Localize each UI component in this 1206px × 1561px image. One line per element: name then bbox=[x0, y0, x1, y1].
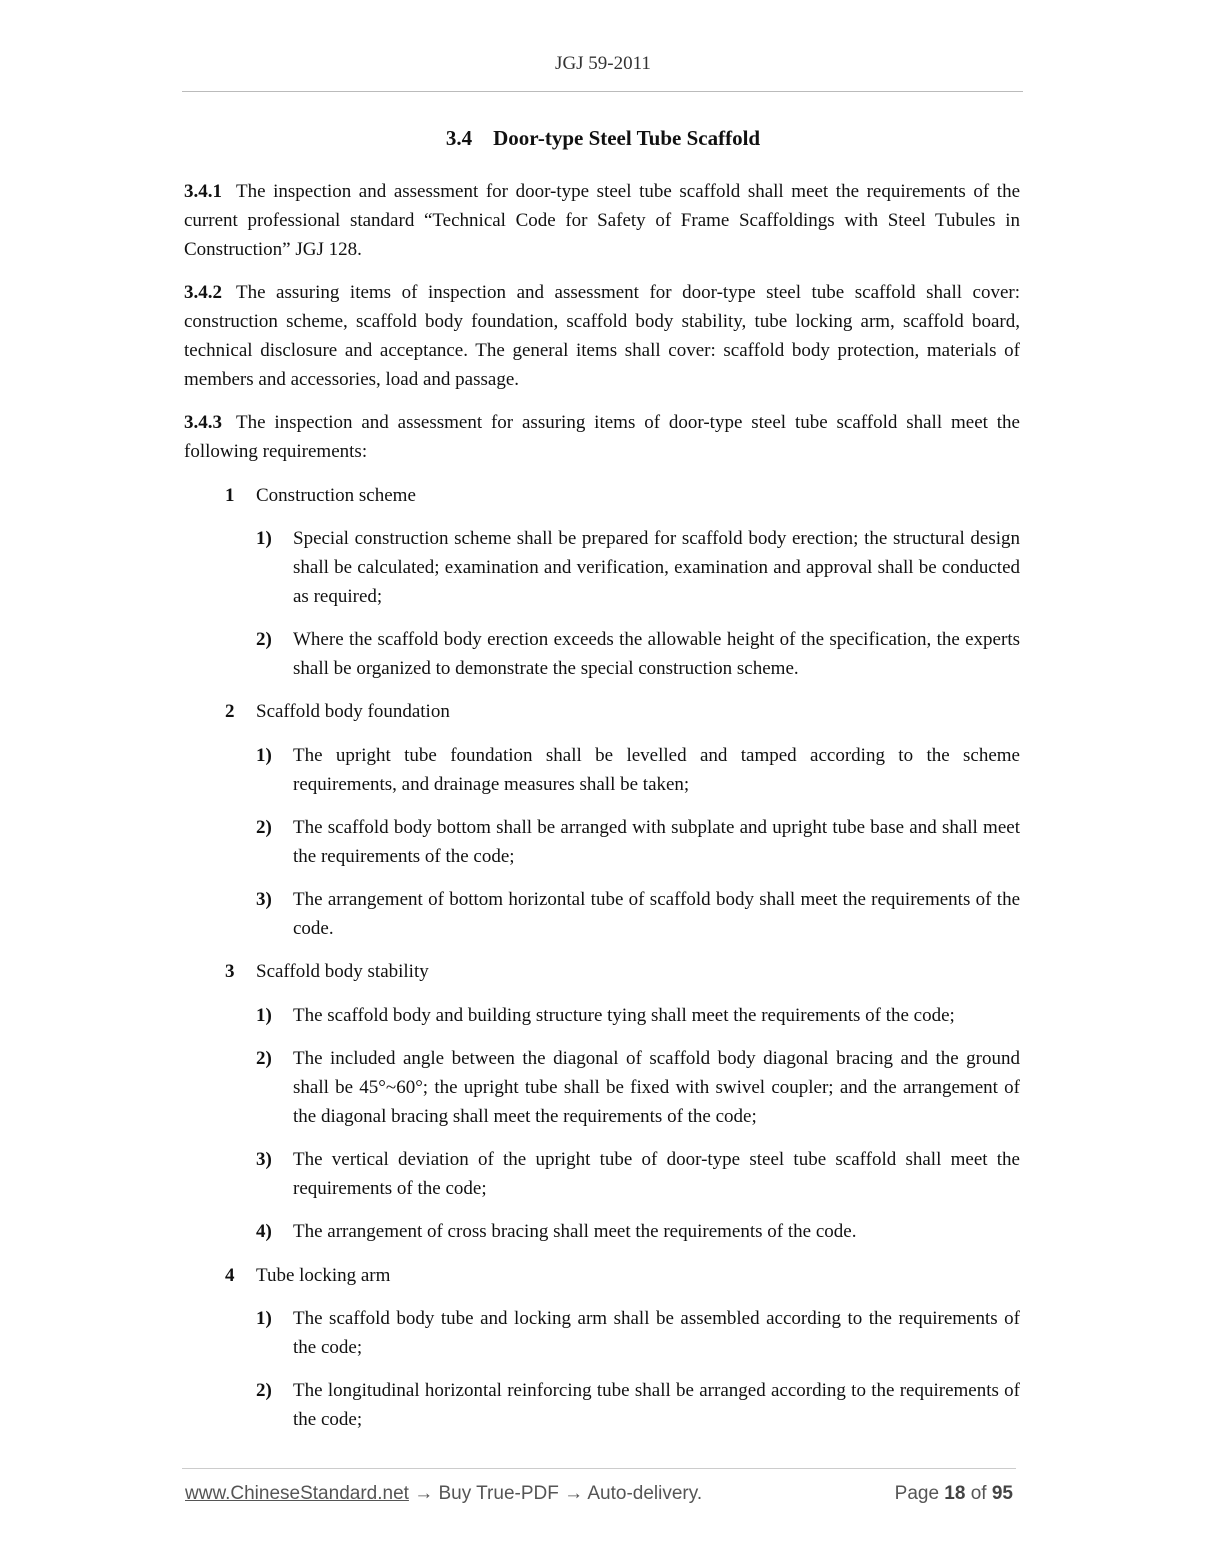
footer bbox=[185, 1483, 1013, 1505]
sub-item bbox=[256, 1376, 1020, 1434]
sub-item bbox=[256, 1001, 1020, 1030]
item-label: Scaffold body stability bbox=[256, 961, 429, 982]
clause-3-4-1 bbox=[184, 177, 1020, 264]
sub-item bbox=[256, 1145, 1020, 1203]
sub-item bbox=[256, 1044, 1020, 1131]
sub-item-number: 2) bbox=[256, 817, 272, 838]
sub-item-number: 2) bbox=[256, 1048, 272, 1069]
header-divider bbox=[182, 91, 1023, 92]
sub-item-text: The arrangement of cross bracing shall meet the requirements of the code. bbox=[293, 1221, 857, 1242]
buy-text: Buy True-PDF bbox=[438, 1483, 559, 1504]
current-page: 18 bbox=[944, 1483, 966, 1504]
sub-item bbox=[256, 741, 1020, 799]
page-label: Page bbox=[894, 1483, 940, 1504]
clause-number: 3.4.2 bbox=[184, 282, 222, 303]
item-number: 1 bbox=[225, 485, 235, 506]
arrow-icon: → bbox=[408, 1483, 439, 1504]
sub-item-number: 2) bbox=[256, 1380, 272, 1401]
arrow-icon: → bbox=[558, 1483, 588, 1504]
website-link[interactable]: www.ChineseStandard.net bbox=[185, 1483, 409, 1504]
running-header: JGJ 59-2011 bbox=[555, 53, 651, 74]
sub-item-text: The scaffold body and building structure tying shall meet the requirements of the code; bbox=[293, 1005, 955, 1026]
sub-item-text: The scaffold body bottom shall be arranged with subplate and upright tube base and shall meet the requirements of the code; bbox=[293, 817, 1020, 867]
clause-text: The inspection and assessment for assuring items of door-type steel tube scaffold shall meet the following requirements: bbox=[184, 412, 1020, 462]
list-item-heading bbox=[225, 697, 450, 726]
sub-item-number: 2) bbox=[256, 629, 272, 650]
sub-item-number: 1) bbox=[256, 1005, 272, 1026]
sub-item-text: The vertical deviation of the upright tube of door-type steel tube scaffold shall meet the requirements of the code; bbox=[293, 1149, 1020, 1199]
list-item-heading bbox=[225, 1261, 390, 1290]
item-number: 4 bbox=[225, 1265, 235, 1286]
item-number: 3 bbox=[225, 961, 235, 982]
sub-item bbox=[256, 625, 1020, 683]
sub-item bbox=[256, 524, 1020, 611]
sub-item bbox=[256, 885, 1020, 943]
sub-item-text: The scaffold body tube and locking arm shall be assembled according to the requirements of the code; bbox=[293, 1308, 1020, 1358]
clause-3-4-3 bbox=[184, 408, 1020, 466]
item-number: 2 bbox=[225, 701, 235, 722]
sub-item-number: 1) bbox=[256, 528, 272, 549]
sub-item-number: 1) bbox=[256, 745, 272, 766]
item-label: Construction scheme bbox=[256, 485, 416, 506]
sub-item-number: 3) bbox=[256, 889, 272, 910]
clause-3-4-2 bbox=[184, 278, 1020, 394]
of-label: of bbox=[970, 1483, 987, 1504]
clause-text: The assuring items of inspection and assessment for door-type steel tube scaffold shall cover: construction scheme, scaffold body foundation, scaffold body stability, tube locking arm, scaffold board, technical disclosure and acceptance. The general items shall cover: scaffold body protection, materials of members and accessories, load and passage. bbox=[184, 282, 1020, 390]
list-item-heading bbox=[225, 957, 429, 986]
sub-item bbox=[256, 1304, 1020, 1362]
page-number bbox=[895, 1483, 1013, 1505]
sub-item-text: The arrangement of bottom horizontal tube of scaffold body shall meet the requirements of the code. bbox=[293, 889, 1020, 939]
clause-number: 3.4.1 bbox=[184, 181, 222, 202]
footer-divider bbox=[182, 1468, 1016, 1469]
section-title: 3.4 Door-type Steel Tube Scaffold bbox=[445, 126, 761, 150]
total-pages: 95 bbox=[991, 1483, 1013, 1504]
sub-item-text: The upright tube foundation shall be levelled and tamped according to the scheme requirements, and drainage measures shall be taken; bbox=[293, 745, 1020, 795]
clause-text: The inspection and assessment for door-type steel tube scaffold shall meet the requirements of the current professional standard “Technical Code for Safety of Frame Scaffoldings with Steel Tubules in Construction” JGJ 128. bbox=[184, 181, 1020, 260]
sub-item-number: 3) bbox=[256, 1149, 272, 1170]
list-item-heading bbox=[225, 481, 416, 510]
sub-item-text: The included angle between the diagonal of scaffold body diagonal bracing and the ground shall be 45°~60°; the upright tube shall be fixed with swivel coupler; and the arrangement of the diagonal bracing shall meet the requirements of the code; bbox=[293, 1048, 1020, 1127]
item-label: Tube locking arm bbox=[256, 1265, 391, 1286]
sub-item-text: Special construction scheme shall be prepared for scaffold body erection; the structural design shall be calculated; examination and verification, examination and approval shall be conducted as required; bbox=[293, 528, 1020, 607]
sub-item bbox=[256, 1217, 1020, 1246]
sub-item bbox=[256, 813, 1020, 871]
delivery-text: Auto-delivery. bbox=[587, 1483, 703, 1504]
sub-item-number: 4) bbox=[256, 1221, 272, 1242]
sub-item-text: Where the scaffold body erection exceeds the allowable height of the specification, the experts shall be organized to demonstrate the special construction scheme. bbox=[293, 629, 1020, 679]
sub-item-number: 1) bbox=[256, 1308, 272, 1329]
clause-number: 3.4.3 bbox=[184, 412, 222, 433]
item-label: Scaffold body foundation bbox=[256, 701, 450, 722]
sub-item-text: The longitudinal horizontal reinforcing tube shall be arranged according to the requirements of the code; bbox=[293, 1380, 1020, 1430]
